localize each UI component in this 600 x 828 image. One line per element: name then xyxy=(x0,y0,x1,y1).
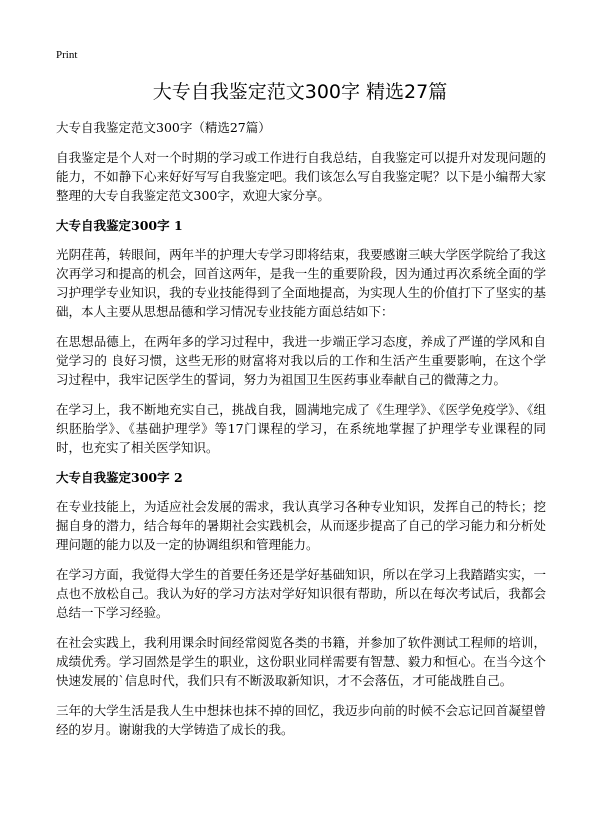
article-body xyxy=(56,118,546,750)
section-2-paragraph-3: 在社会实践上，我利用课余时间经常阅览各类的书籍，并参加了软件测试工程师的培训，成绩优秀。学习固然是学生的职业，这份职业同样需要有智慧、毅力和恒心。在当今这个快速发展的`信息时代，我们只有不断汲取新知识，才不会落伍，才可能战胜自己。 xyxy=(56,635,546,688)
section-2-paragraph-2: 在学习方面，我觉得大学生的首要任务还是学好基础知识，所以在学习上我踏踏实实，一点也不放松自己。我认为好的学习方法对学好知识很有帮助，所以在每次考试后，我都会总结一下学习经验。 xyxy=(56,567,546,620)
section-heading-1: 大专自我鉴定300字 1 xyxy=(56,218,183,233)
section-2-paragraph-1: 在专业技能上，为适应社会发展的需求，我认真学习各种专业知识，发挥自己的特长；挖掘自身的潜力，结合每年的暑期社会实践机会，从而逐步提高了自己的学习能力和分析处理问题的能力以及一定的协调组织和管理能力。 xyxy=(56,499,546,552)
section-1-paragraph-1: 光阴荏苒，转眼间，两年半的护理大专学习即将结束，我要感谢三峡大学医学院给了我这次再学习和提高的机会，回首这两年，是我一生的重要阶段，因为通过再次系统全面的学习护理学专业知识，我的专业技能得到了全面地提高，为实现人生的价值打下了坚实的基础，本人主要从思想品德和学习情况专业技能方面总结如下： xyxy=(56,247,546,319)
section-1-paragraph-2: 在思想品德上，在两年多的学习过程中，我进一步端正学习态度，养成了严谨的学风和自觉学习的 良好习惯，这些无形的财富将对我以后的工作和生活产生重要影响，在这个学习过程中，我牢记医学生的誓词，努力为祖国卫生医药事业奉献自己的微薄之力。 xyxy=(56,334,546,387)
section-heading-2: 大专自我鉴定300字 2 xyxy=(56,470,183,485)
print-link[interactable]: Print xyxy=(56,49,78,61)
intro-paragraph: 自我鉴定是个人对一个时期的学习或工作进行自我总结，自我鉴定可以提升对发现问题的能力，不如静下心来好好写写自我鉴定吧。我们该怎么写自我鉴定呢？以下是小编帮大家整理的大专自我鉴定范文300字，欢迎大家分享。 xyxy=(56,150,546,203)
article-subtitle: 大专自我鉴定范文300字（精选27篇） xyxy=(56,120,271,135)
section-2-paragraph-4: 三年的大学生活是我人生中想抹也抹不掉的回忆，我迈步向前的时候不会忘记回首凝望曾经的岁月。谢谢我的大学铸造了成长的我。 xyxy=(56,703,546,737)
section-1-paragraph-3: 在学习上，我不断地充实自己，挑战自我，圆满地完成了《生理学》、《医学免疫学》、《组织胚胎学》、《基础护理学》等17门课程的学习，在系统地掌握了护理学专业课程的同时，也充实了相关医学知识。 xyxy=(56,402,546,455)
page-title: 大专自我鉴定范文300字 精选27篇 xyxy=(152,81,448,103)
